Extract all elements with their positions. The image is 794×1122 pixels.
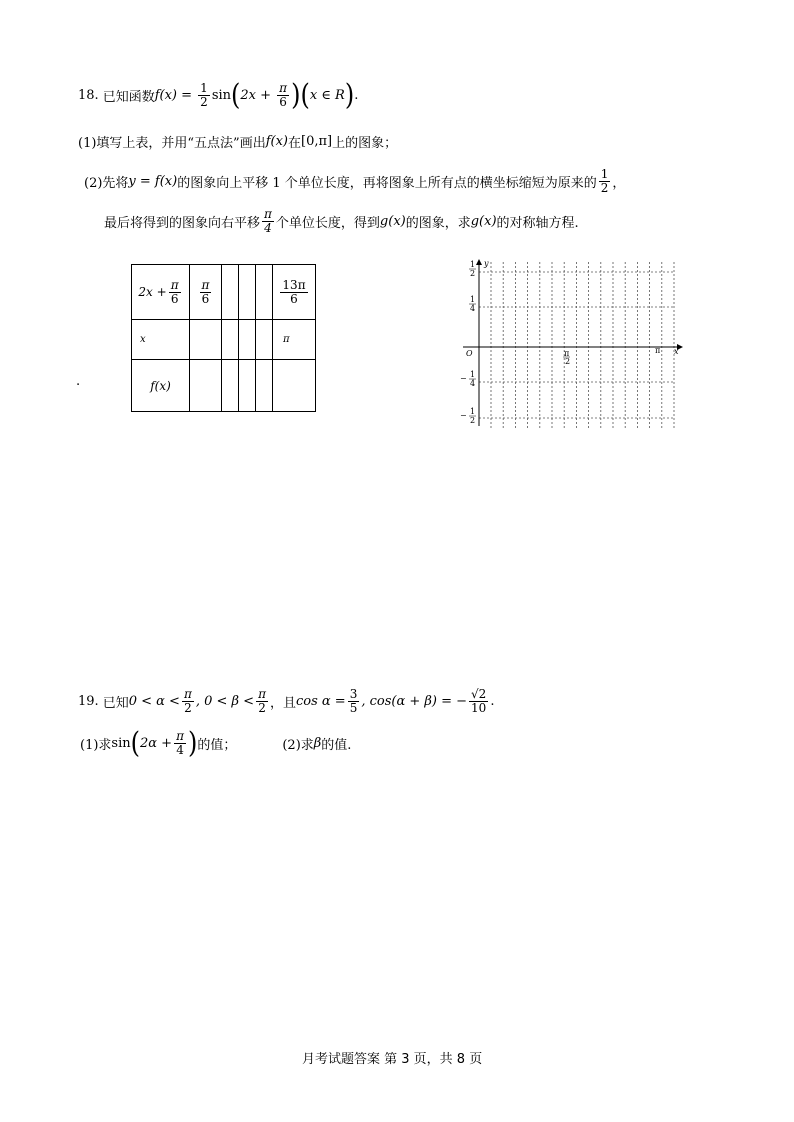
coordinate-grid bbox=[455, 256, 685, 432]
svg-text:2: 2 bbox=[565, 357, 571, 366]
stray-dot: . bbox=[76, 374, 81, 389]
q19-parts: (1)求 sin ( 2α + $\frac{\pi}{4}$ ) 的值； (2)求 β 的值. bbox=[80, 726, 352, 760]
q18-domain: x ∈ R bbox=[309, 87, 345, 103]
table-cell-13pi6: $\frac{13\pi}{6}$ bbox=[273, 265, 316, 320]
svg-text:2: 2 bbox=[470, 269, 476, 278]
page-footer: 月考试题答案 第 3 页，共 8 页 bbox=[302, 1052, 483, 1067]
y-tick-half bbox=[469, 260, 476, 278]
table-cell-blank bbox=[256, 360, 273, 412]
table-cell-blank bbox=[239, 320, 256, 360]
svg-text:1: 1 bbox=[470, 260, 476, 269]
table-cell-blank bbox=[256, 320, 273, 360]
svg-text:2: 2 bbox=[470, 416, 476, 425]
table-cell-blank bbox=[222, 265, 239, 320]
q19-statement: 19. 已知 0 < α < $\frac{\pi}{2}$ , 0 < β < $\frac{\pi}{2}$ ，且 cos α = $\frac{3}{5}$ , cos(α + β) = − $\frac{√2}{10}$ . bbox=[78, 687, 495, 715]
svg-text:−: − bbox=[460, 411, 467, 420]
table-cell-pi6: $\frac{\pi}{6}$ bbox=[190, 265, 222, 320]
y-axis-label: y bbox=[484, 259, 489, 268]
q18-interval: [0,π] bbox=[301, 134, 333, 149]
q18-fx: f(x) bbox=[154, 87, 177, 103]
table-cell-blank bbox=[222, 360, 239, 412]
svg-text:1: 1 bbox=[470, 370, 476, 379]
five-point-table bbox=[131, 264, 316, 412]
x-tick-pi-half: π bbox=[564, 349, 570, 358]
table-row2-label: x bbox=[132, 320, 190, 360]
svg-text:−: − bbox=[460, 374, 467, 383]
table-cell-blank bbox=[239, 265, 256, 320]
q18-intro: 已知函数 bbox=[102, 89, 155, 105]
table-row3-label: f(x) bbox=[132, 360, 190, 412]
y-axis-arrow-icon bbox=[476, 259, 482, 265]
q18-half: $\frac{1}{2}$ bbox=[200, 81, 208, 109]
table-row1-label: 2x + $\frac{\pi}{6}$ bbox=[132, 265, 190, 320]
svg-text:1: 1 bbox=[470, 295, 476, 304]
svg-text:1: 1 bbox=[470, 407, 476, 416]
y-tick-neg-quarter bbox=[460, 370, 476, 388]
q18-part2: (2)先将 y = f(x) 的图象向上平移 1 个单位长度，再将图象上所有点的横坐标缩短为原来的 $\frac{1}{2}$ ， bbox=[84, 167, 626, 195]
y-tick-quarter bbox=[469, 295, 476, 313]
q18-statement: 18. 已知函数 f(x) = $\frac{1}{2}$ sin ( 2x + $\frac{\pi}{6}$ ) ( x ∈ R ) . bbox=[78, 78, 359, 112]
y-tick-neg-half bbox=[460, 407, 476, 425]
x-tick-pi: π bbox=[655, 346, 661, 355]
table-cell-pi: π bbox=[273, 320, 316, 360]
table-cell-blank bbox=[273, 360, 316, 412]
q18-part1: (1)填写上表，并用“五点法”画出 f(x) 在 [0,π] 上的图象； bbox=[78, 134, 398, 151]
svg-text:4: 4 bbox=[470, 379, 476, 388]
table-cell-blank bbox=[190, 320, 222, 360]
svg-text:4: 4 bbox=[470, 304, 476, 313]
q18-number: 18. bbox=[78, 87, 99, 103]
origin-label: O bbox=[466, 349, 473, 358]
table-cell-blank bbox=[190, 360, 222, 412]
table-cell-blank bbox=[256, 265, 273, 320]
q18-part3: 最后将得到的图象向右平移 $\frac{\pi}{4}$ 个单位长度，得到 g(x) 的图象，求 g(x) 的对称轴方程. bbox=[104, 207, 579, 235]
table-cell-blank bbox=[222, 320, 239, 360]
table-cell-blank bbox=[239, 360, 256, 412]
x-axis-label: x bbox=[674, 347, 679, 356]
